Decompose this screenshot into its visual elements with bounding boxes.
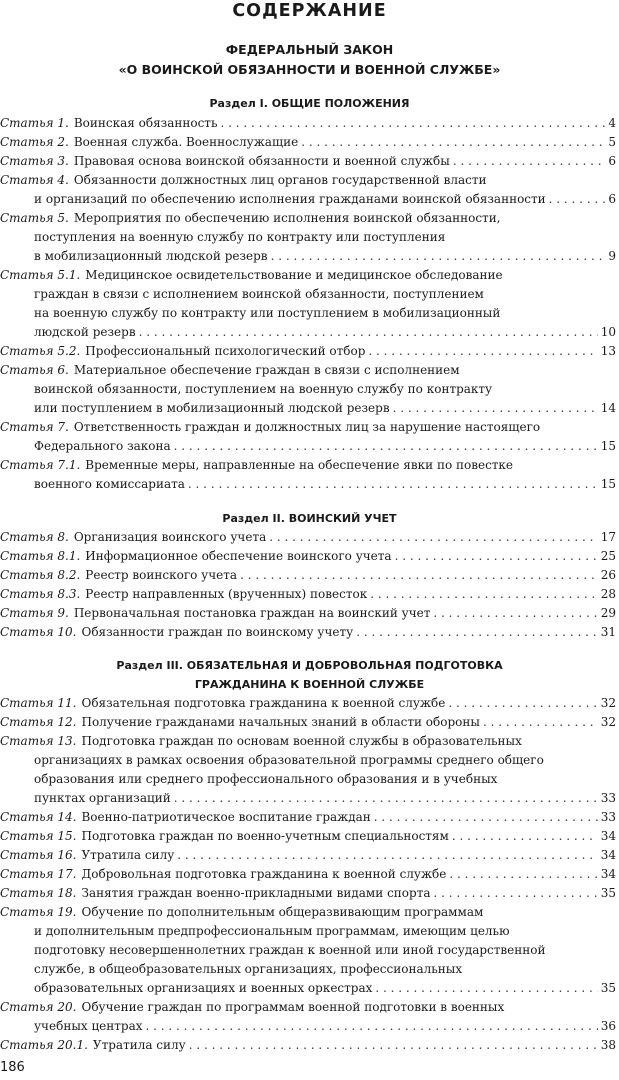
article-title: Подготовка граждан по основам военной службы в образовательных bbox=[81, 734, 522, 748]
law-title-line1: ФЕДЕРАЛЬНЫЙ ЗАКОН bbox=[225, 42, 394, 57]
article-title: организациях в рамках освоения образовательной программы среднего общего bbox=[34, 753, 544, 767]
section-1-title: Раздел I. ОБЩИЕ ПОЛОЖЕНИЯ bbox=[209, 97, 410, 110]
article-number: Статья 19. bbox=[0, 905, 77, 919]
toc-entry bbox=[0, 266, 616, 285]
article-number: Статья 14. bbox=[0, 810, 77, 824]
article-title: Временные меры, направленные на обеспечение явки по повестке bbox=[85, 458, 514, 472]
leader-dots bbox=[449, 865, 597, 884]
leader-dots bbox=[368, 342, 597, 361]
toc-entry bbox=[0, 342, 616, 361]
toc-entry-continuation bbox=[34, 285, 616, 304]
article-title: и организаций по обеспечению исполнения гражданами воинской обязанности bbox=[34, 192, 546, 206]
article-title: Военно-патриотическое воспитание граждан bbox=[81, 810, 371, 824]
toc-entry-continuation bbox=[34, 380, 616, 399]
article-title: службе, в общеобразовательных организациях, профессиональных bbox=[34, 962, 463, 976]
toc-entry-continuation bbox=[34, 228, 616, 247]
section-3-title-line1: Раздел III. ОБЯЗАТЕЛЬНАЯ И ДОБРОВОЛЬНАЯ ПОДГОТОВКА bbox=[116, 659, 503, 672]
section-2-title: Раздел II. ВОИНСКИЙ УЧЕТ bbox=[222, 512, 397, 525]
page-ref: 6 bbox=[608, 192, 616, 206]
article-title: Материальное обеспечение граждан в связи с исполнением bbox=[73, 363, 460, 377]
toc-entry bbox=[0, 604, 616, 623]
leader-dots bbox=[452, 827, 598, 846]
toc-entry-continuation bbox=[34, 770, 616, 789]
article-number: Статья 7.1. bbox=[0, 458, 81, 472]
leader-dots bbox=[269, 528, 597, 547]
article-number: Статья 8. bbox=[0, 530, 69, 544]
article-number: Статья 20. bbox=[0, 1000, 77, 1014]
toc-entry bbox=[0, 171, 616, 190]
page-ref: 34 bbox=[600, 848, 616, 862]
page-ref: 38 bbox=[600, 1038, 616, 1052]
article-title: на военную службу по контракту или поступлением в мобилизационный bbox=[34, 306, 501, 320]
toc-entry-continuation bbox=[34, 1017, 616, 1036]
article-title: Военная служба. Военнослужащие bbox=[73, 135, 299, 149]
article-number: Статья 20.1. bbox=[0, 1038, 88, 1052]
article-title: Воинская обязанность bbox=[73, 116, 218, 130]
article-title: подготовку несовершеннолетних граждан к военной или иной государственной bbox=[34, 943, 546, 957]
article-number: Статья 5.2. bbox=[0, 344, 81, 358]
toc-entry bbox=[0, 808, 616, 827]
article-number: Статья 6. bbox=[0, 363, 69, 377]
page-ref: 25 bbox=[600, 549, 616, 563]
leader-dots bbox=[174, 437, 598, 456]
leader-dots bbox=[393, 399, 598, 418]
leader-dots bbox=[301, 133, 605, 152]
page-title: СОДЕРЖАНИЕ bbox=[232, 1, 387, 21]
page-ref: 15 bbox=[600, 439, 616, 453]
article-title: в мобилизационный людской резерв bbox=[34, 249, 268, 263]
toc-entry bbox=[0, 903, 616, 922]
section-3-title-line2: ГРАЖДАНИНА К ВОЕННОЙ СЛУЖБЕ bbox=[194, 678, 425, 691]
page-ref: 34 bbox=[600, 829, 616, 843]
leader-dots bbox=[188, 475, 598, 494]
article-number: Статья 17. bbox=[0, 867, 77, 881]
article-title: Правовая основа воинской обязанности и военной службы bbox=[73, 154, 450, 168]
toc-entry-continuation bbox=[34, 323, 616, 342]
article-title: Обязанности граждан по воинскому учету bbox=[81, 625, 354, 639]
article-title: Обязательная подготовка гражданина к военной службе bbox=[81, 696, 446, 710]
leader-dots bbox=[549, 190, 605, 209]
toc-entry-continuation bbox=[34, 437, 616, 456]
page-ref: 29 bbox=[600, 606, 616, 620]
leader-dots bbox=[453, 152, 605, 171]
article-title: Профессиональный психологический отбор bbox=[85, 344, 366, 358]
article-title: Реестр направленных (врученных) повесток bbox=[85, 587, 368, 601]
article-title: Медицинское освидетельствование и медицинское обследование bbox=[85, 268, 503, 282]
leader-dots bbox=[395, 547, 598, 566]
article-title: Мероприятия по обеспечению исполнения воинской обязанности, bbox=[73, 211, 501, 225]
leader-dots bbox=[220, 114, 605, 133]
article-number: Статья 8.1. bbox=[0, 549, 81, 563]
page-ref: 34 bbox=[600, 867, 616, 881]
toc-entry bbox=[0, 114, 616, 133]
article-title: людской резерв bbox=[34, 325, 136, 339]
page-ref: 4 bbox=[608, 116, 616, 130]
article-number: Статья 5. bbox=[0, 211, 69, 225]
page-ref: 13 bbox=[600, 344, 616, 358]
toc-entry bbox=[0, 585, 616, 604]
leader-dots bbox=[374, 808, 598, 827]
toc-entry bbox=[0, 694, 616, 713]
article-title: образовательных организациях и военных оркестрах bbox=[34, 981, 373, 995]
article-title: Утратила силу bbox=[81, 848, 175, 862]
toc-entry bbox=[0, 566, 616, 585]
toc-entry bbox=[0, 827, 616, 846]
article-title: Обязанности должностных лиц органов государственной власти bbox=[73, 173, 487, 187]
article-title: образования или среднего профессионального образования и в учебных bbox=[34, 772, 498, 786]
article-number: Статья 8.3. bbox=[0, 587, 81, 601]
law-title-line2: «О ВОИНСКОЙ ОБЯЗАННОСТИ И ВОЕННОЙ СЛУЖБЕ» bbox=[118, 62, 501, 77]
leader-dots bbox=[174, 789, 598, 808]
article-title: Федерального закона bbox=[34, 439, 171, 453]
page-ref: 10 bbox=[600, 325, 616, 339]
article-title: Подготовка граждан по военно-учетным специальностям bbox=[81, 829, 449, 843]
article-title: и дополнительным предпрофессиональным программам, имеющим целью bbox=[34, 924, 510, 938]
article-title: Добровольная подготовка гражданина к военной службе bbox=[81, 867, 447, 881]
leader-dots bbox=[146, 1017, 598, 1036]
toc-entry-continuation bbox=[34, 979, 616, 998]
page-ref: 35 bbox=[600, 981, 616, 995]
toc-entry bbox=[0, 846, 616, 865]
article-number: Статья 9. bbox=[0, 606, 69, 620]
article-title: Первоначальная постановка граждан на воинский учет bbox=[73, 606, 431, 620]
article-number: Статья 4. bbox=[0, 173, 69, 187]
article-number: Статья 7. bbox=[0, 420, 69, 434]
leader-dots bbox=[448, 694, 597, 713]
toc-entry-continuation bbox=[34, 789, 616, 808]
toc-entry bbox=[0, 998, 616, 1017]
page-ref: 32 bbox=[600, 715, 616, 729]
article-number: Статья 12. bbox=[0, 715, 77, 729]
page-ref: 26 bbox=[600, 568, 616, 582]
page-ref: 5 bbox=[608, 135, 616, 149]
leader-dots bbox=[139, 323, 598, 342]
article-title: Организация воинского учета bbox=[73, 530, 267, 544]
article-title: Информационное обеспечение воинского учета bbox=[85, 549, 392, 563]
page-ref: 36 bbox=[600, 1019, 616, 1033]
leader-dots bbox=[240, 566, 598, 585]
page-ref: 17 bbox=[600, 530, 616, 544]
toc-entry-continuation bbox=[34, 960, 616, 979]
toc-entry-continuation bbox=[34, 941, 616, 960]
toc-entry bbox=[0, 209, 616, 228]
toc-entry bbox=[0, 152, 616, 171]
leader-dots bbox=[189, 1036, 598, 1055]
toc-entry bbox=[0, 865, 616, 884]
article-title: Получение гражданами начальных знаний в области обороны bbox=[81, 715, 480, 729]
toc-entry bbox=[0, 732, 616, 751]
toc-entry-continuation bbox=[34, 475, 616, 494]
article-number: Статья 2. bbox=[0, 135, 69, 149]
page-ref: 33 bbox=[600, 810, 616, 824]
article-title: военного комиссариата bbox=[34, 477, 185, 491]
toc-entry-continuation bbox=[34, 399, 616, 418]
article-title: граждан в связи с исполнением воинской обязанности, поступлением bbox=[34, 287, 484, 301]
toc-entry bbox=[0, 547, 616, 566]
page-ref: 28 bbox=[600, 587, 616, 601]
toc-entry bbox=[0, 418, 616, 437]
article-title: учебных центрах bbox=[34, 1019, 143, 1033]
toc-entry bbox=[0, 456, 616, 475]
article-title: поступления на военную службу по контракту или поступления bbox=[34, 230, 446, 244]
leader-dots bbox=[177, 846, 597, 865]
article-number: Статья 10. bbox=[0, 625, 77, 639]
page-ref: 14 bbox=[600, 401, 616, 415]
leader-dots bbox=[375, 979, 597, 998]
article-number: Статья 5.1. bbox=[0, 268, 81, 282]
leader-dots bbox=[271, 247, 605, 266]
page-ref: 35 bbox=[600, 886, 616, 900]
toc-entry-continuation bbox=[34, 190, 616, 209]
page-ref: 6 bbox=[608, 154, 616, 168]
article-title: Утратила силу bbox=[92, 1038, 186, 1052]
toc-entry-continuation bbox=[34, 922, 616, 941]
toc-entry bbox=[0, 133, 616, 152]
article-number: Статья 13. bbox=[0, 734, 77, 748]
article-number: Статья 1. bbox=[0, 116, 69, 130]
page-ref: 33 bbox=[600, 791, 616, 805]
article-number: Статья 18. bbox=[0, 886, 77, 900]
page-ref: 31 bbox=[600, 625, 616, 639]
article-title: Реестр воинского учета bbox=[85, 568, 238, 582]
leader-dots bbox=[433, 884, 597, 903]
article-title: Ответственность граждан и должностных лиц за нарушение настоящего bbox=[73, 420, 541, 434]
article-number: Статья 11. bbox=[0, 696, 77, 710]
page-number: 186 bbox=[0, 1060, 25, 1075]
toc-entry bbox=[0, 623, 616, 642]
article-title: Занятия граждан военно-прикладными видами спорта bbox=[81, 886, 431, 900]
article-title: воинской обязанности, поступлением на военную службу по контракту bbox=[34, 382, 493, 396]
page-ref: 9 bbox=[608, 249, 616, 263]
toc-entry-continuation bbox=[34, 247, 616, 266]
toc-entry-continuation bbox=[34, 751, 616, 770]
toc-entry bbox=[0, 361, 616, 380]
article-title: Обучение граждан по программам военной подготовки в военных bbox=[81, 1000, 505, 1014]
article-title: пунктах организаций bbox=[34, 791, 171, 805]
article-number: Статья 15. bbox=[0, 829, 77, 843]
toc-entry-continuation bbox=[34, 304, 616, 323]
leader-dots bbox=[356, 623, 598, 642]
article-title: или поступлением в мобилизационный людской резерв bbox=[34, 401, 390, 415]
toc-entry bbox=[0, 884, 616, 903]
page-ref: 32 bbox=[600, 696, 616, 710]
toc-entry bbox=[0, 1036, 616, 1055]
leader-dots bbox=[370, 585, 598, 604]
article-number: Статья 16. bbox=[0, 848, 77, 862]
toc-entry bbox=[0, 528, 616, 547]
leader-dots bbox=[483, 713, 598, 732]
page-ref: 15 bbox=[600, 477, 616, 491]
article-title: Обучение по дополнительным общеразвивающим программам bbox=[81, 905, 484, 919]
leader-dots bbox=[433, 604, 597, 623]
article-number: Статья 8.2. bbox=[0, 568, 81, 582]
article-number: Статья 3. bbox=[0, 154, 69, 168]
toc-entry bbox=[0, 713, 616, 732]
